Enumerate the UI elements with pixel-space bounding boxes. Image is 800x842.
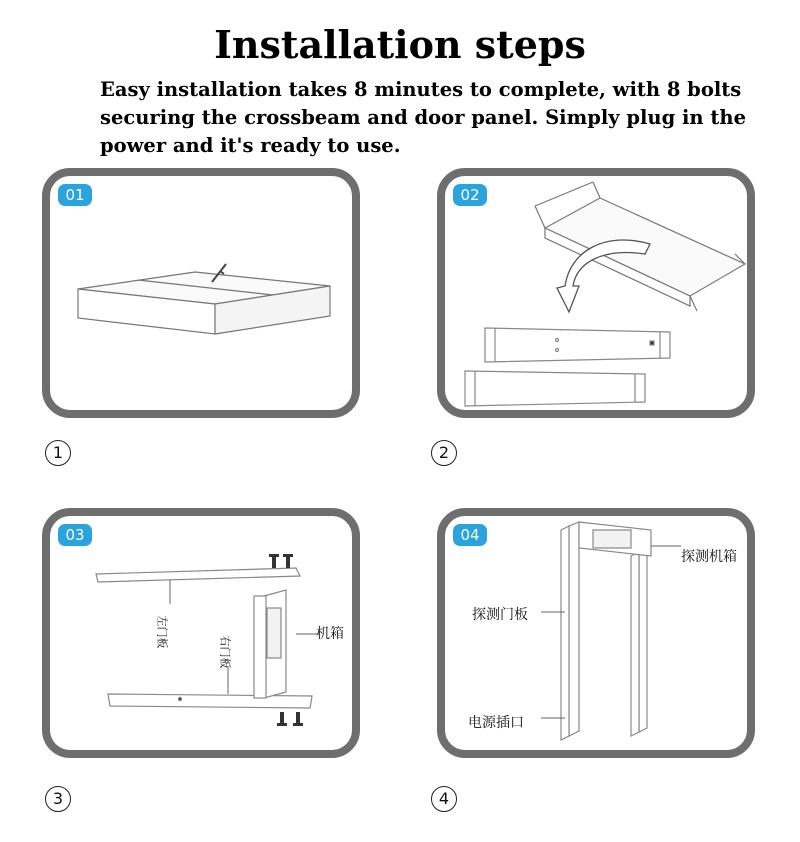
box-illustration [50,176,352,410]
page-subtitle: Easy installation takes 8 minutes to complete, with 8 bolts securing the crossbeam and door panel. Simply plug in the power and it's ready to use. [100,78,746,157]
left-door-panel-drawing [96,568,300,582]
left-pillar [569,522,579,736]
detection-box-label: 探测机箱 [681,549,737,565]
step-2-panel [437,168,755,418]
assembly-diagram [50,516,352,750]
door-panel-lower [465,371,645,406]
step-4-badge: 04 [453,524,487,546]
step-2-number: 2 [431,440,457,466]
detection-panel-label: 探测门板 [472,607,528,623]
step-3-panel [42,508,360,758]
step-3-number: 3 [45,786,71,812]
chassis-drawing [254,590,286,698]
right-panel-label: 右门板 [218,635,232,669]
left-panel-label: 左门板 [155,615,169,649]
right-pillar [639,548,647,732]
step-2-badge: 02 [453,184,487,206]
opened-box-illustration [445,176,747,410]
step-3-badge: 03 [58,524,92,546]
chassis-label: 机箱 [316,626,344,642]
step-1-number: 1 [45,440,71,466]
right-door-panel-drawing [108,694,312,708]
step-1-badge: 01 [58,184,92,206]
step-4-number: 4 [431,786,457,812]
page-title: Installation steps [214,22,586,67]
power-socket-label: 电源插口 [468,715,524,731]
step-1-panel [42,168,360,418]
step-4-panel [437,508,755,758]
door-panel-upper [485,328,670,362]
